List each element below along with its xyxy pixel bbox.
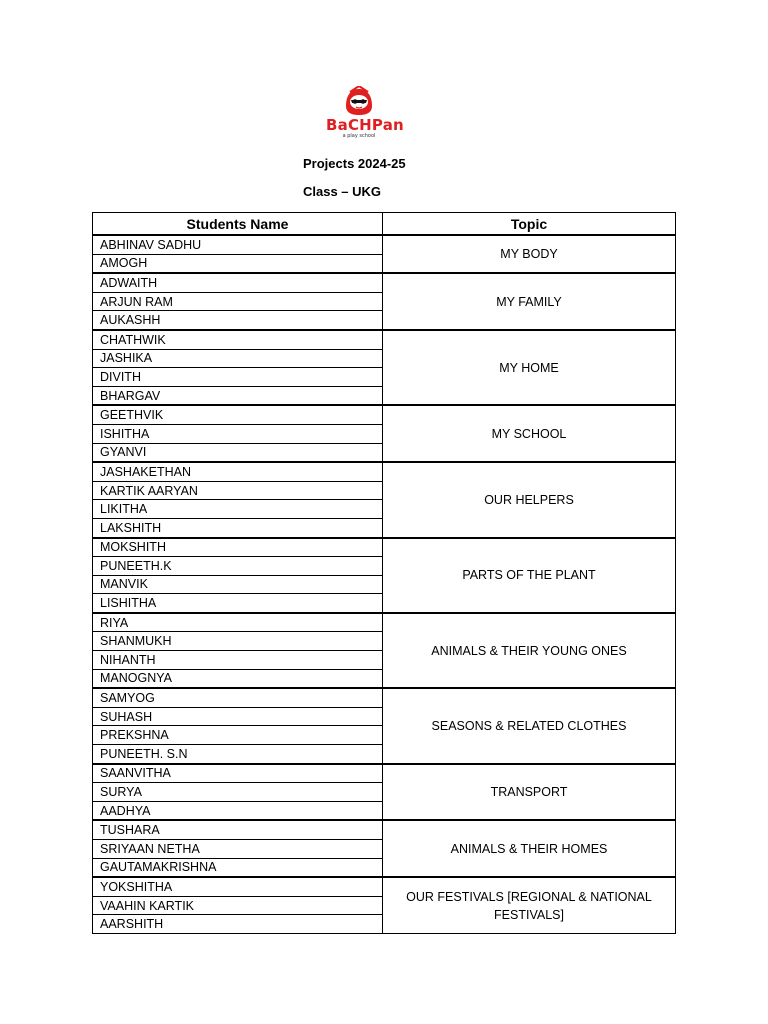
student-name-cell: AMOGH xyxy=(93,254,383,273)
student-name-cell: LIKITHA xyxy=(93,500,383,519)
student-name-cell: JASHAKETHAN xyxy=(93,462,383,481)
student-name-cell: GAUTAMAKRISHNA xyxy=(93,858,383,877)
student-name-cell: MOKSHITH xyxy=(93,538,383,557)
student-name-cell: SAMYOG xyxy=(93,688,383,707)
student-name-cell: GYANVI xyxy=(93,443,383,462)
topic-cell: ANIMALS & THEIR HOMES xyxy=(383,820,676,877)
student-name-cell: ADWAITH xyxy=(93,273,383,292)
topic-group xyxy=(93,613,676,688)
topic-cell: MY FAMILY xyxy=(383,273,676,330)
student-name-cell: AARSHITH xyxy=(93,915,383,934)
student-name-cell: PUNEETH. S.N xyxy=(93,745,383,764)
topic-group xyxy=(93,405,676,462)
table-row xyxy=(93,688,676,707)
table-row xyxy=(93,235,676,254)
students-name-header: Students Name xyxy=(93,213,383,236)
student-name-cell: LAKSHITH xyxy=(93,518,383,537)
topic-group xyxy=(93,877,676,933)
student-name-cell: SURYA xyxy=(93,783,383,802)
table-row xyxy=(93,462,676,481)
student-name-cell: BHARGAV xyxy=(93,386,383,405)
student-name-cell: MANVIK xyxy=(93,575,383,594)
student-name-cell: ISHITHA xyxy=(93,424,383,443)
topic-cell: MY HOME xyxy=(383,330,676,405)
topic-cell: PARTS OF THE PLANT xyxy=(383,538,676,613)
student-name-cell: SUHASH xyxy=(93,707,383,726)
topic-group xyxy=(93,764,676,821)
student-name-cell: SHANMUKH xyxy=(93,632,383,651)
student-name-cell: PUNEETH.K xyxy=(93,557,383,576)
class-label: Class – UKG xyxy=(303,184,382,199)
student-name-cell: TUSHARA xyxy=(93,820,383,839)
projects-table xyxy=(92,212,676,934)
student-name-cell: NIHANTH xyxy=(93,651,383,670)
topic-group xyxy=(93,820,676,877)
table-row xyxy=(93,330,676,349)
topic-group xyxy=(93,273,676,330)
student-name-cell: JASHIKA xyxy=(93,349,383,368)
student-name-cell: DIVITH xyxy=(93,368,383,387)
student-name-cell: AADHYA xyxy=(93,801,383,820)
logo-wordmark: BaCHPan xyxy=(326,116,404,134)
topic-header: Topic xyxy=(383,213,676,236)
student-name-cell: MANOGNYA xyxy=(93,669,383,688)
student-name-cell: SRIYAAN NETHA xyxy=(93,840,383,859)
topic-group xyxy=(93,330,676,405)
table-header-row xyxy=(93,213,676,236)
table-row xyxy=(93,538,676,557)
student-name-cell: VAAHIN KARTIK xyxy=(93,896,383,915)
topic-group xyxy=(93,462,676,537)
student-name-cell: LISHITHA xyxy=(93,594,383,613)
topic-cell: TRANSPORT xyxy=(383,764,676,821)
table-row xyxy=(93,613,676,632)
student-name-cell: RIYA xyxy=(93,613,383,632)
table-row xyxy=(93,405,676,424)
topic-cell: MY BODY xyxy=(383,235,676,273)
topic-cell: ANIMALS & THEIR YOUNG ONES xyxy=(383,613,676,688)
student-name-cell: AUKASHH xyxy=(93,311,383,330)
topic-group xyxy=(93,538,676,613)
school-logo xyxy=(326,86,404,142)
student-name-cell: YOKSHITHA xyxy=(93,877,383,896)
logo-tagline: a play school xyxy=(342,133,376,139)
table-row xyxy=(93,820,676,839)
student-name-cell: ARJUN RAM xyxy=(93,292,383,311)
student-name-cell: SAANVITHA xyxy=(93,764,383,783)
topic-cell: MY SCHOOL xyxy=(383,405,676,462)
student-name-cell: KARTIK AARYAN xyxy=(93,481,383,500)
topic-cell: SEASONS & RELATED CLOTHES xyxy=(383,688,676,763)
topic-group xyxy=(93,235,676,273)
topic-group xyxy=(93,688,676,763)
topic-cell: OUR FESTIVALS [REGIONAL & NATIONAL FESTIVALS] xyxy=(383,877,676,933)
topic-cell: OUR HELPERS xyxy=(383,462,676,537)
table-row xyxy=(93,273,676,292)
table-row xyxy=(93,764,676,783)
logo-emblem-icon xyxy=(326,86,392,116)
student-name-cell: GEETHVIK xyxy=(93,405,383,424)
student-name-cell: CHATHWIK xyxy=(93,330,383,349)
student-name-cell: PREKSHNA xyxy=(93,726,383,745)
table-row xyxy=(93,877,676,896)
student-name-cell: ABHINAV SADHU xyxy=(93,235,383,254)
page-title: Projects 2024-25 xyxy=(303,156,406,171)
